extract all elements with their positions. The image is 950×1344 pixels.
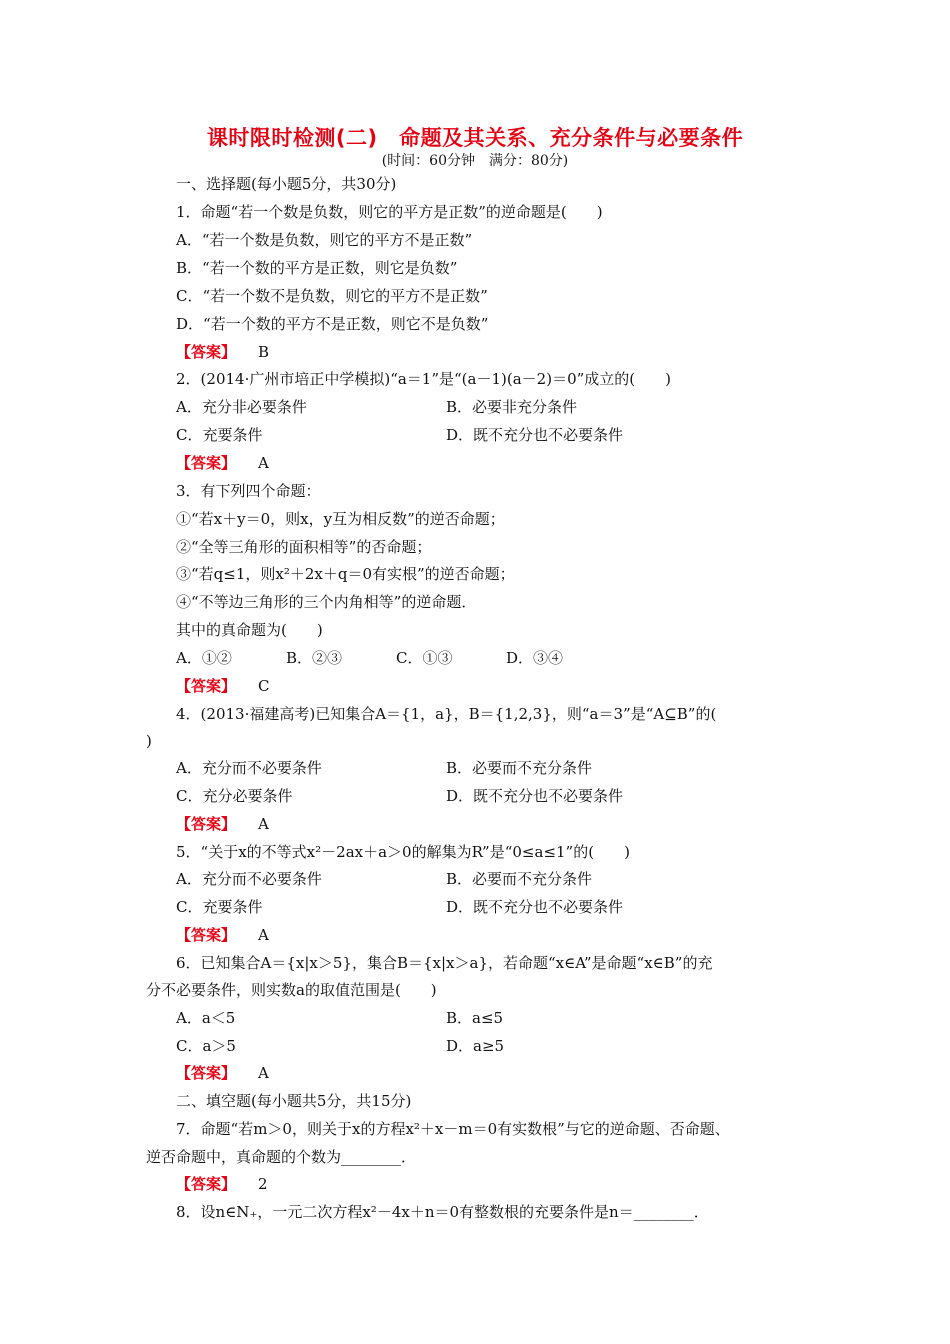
section-heading-choice: 一、选择题(每小题5分，共30分) [176, 175, 397, 193]
question-4-option-a: A．充分而不必要条件 [176, 759, 322, 777]
question-7-stem: 7．命题“若m＞0，则关于x的方程x²＋x－m＝0有实数根”与它的逆命题、否命题、 [176, 1120, 730, 1138]
question-4-option-b: B．必要而不充分条件 [446, 759, 593, 777]
answer-label: 【答案】 [176, 1175, 237, 1193]
answer-label: 【答案】 [176, 454, 237, 472]
question-5-option-b: B．必要而不充分条件 [446, 870, 593, 888]
answer-value: C [258, 677, 270, 695]
question-1-option-d: D．“若一个数的平方不是正数，则它不是负数” [176, 315, 489, 333]
question-1-option-b: B．“若一个数的平方是正数，则它是负数” [176, 259, 458, 277]
question-1-option-c: C．“若一个数不是负数，则它的平方不是正数” [176, 287, 488, 305]
question-3-option-b: B．②③ [286, 649, 343, 667]
question-7-stem-cont: 逆否命题中，真命题的个数为________． [146, 1148, 417, 1166]
question-3-proposition-3: ③“若q≤1，则x²＋2x＋q＝0有实根”的逆否命题； [176, 565, 515, 583]
question-5-option-c: C．充要条件 [176, 898, 263, 916]
question-5-answer [176, 925, 269, 945]
question-6-option-d: D．a≥5 [446, 1037, 505, 1055]
question-2-option-c: C．充要条件 [176, 426, 263, 444]
question-2-option-d: D．既不充分也不必要条件 [446, 426, 624, 444]
question-7-answer [176, 1174, 268, 1194]
answer-value: A [258, 815, 269, 833]
question-6-stem-cont: 分不必要条件，则实数a的取值范围是( ) [146, 981, 437, 999]
question-3-stem: 3．有下列四个命题： [176, 482, 321, 500]
question-2-option-b: B．必要非充分条件 [446, 398, 578, 416]
question-3-ask: 其中的真命题为( ) [176, 621, 323, 639]
answer-value: 2 [258, 1175, 268, 1193]
question-4-stem: 4．(2013·福建高考)已知集合A＝{1，a}，B＝{1,2,3}，则“a＝3”是“A⊆B”的( [176, 705, 717, 723]
answer-label: 【答案】 [176, 926, 237, 944]
question-4-option-c: C．充分必要条件 [176, 787, 293, 805]
question-6-answer [176, 1063, 269, 1083]
answer-label: 【答案】 [176, 815, 237, 833]
answer-value: A [258, 926, 269, 944]
question-1-answer [176, 342, 269, 362]
question-2-answer [176, 453, 269, 473]
answer-label: 【答案】 [176, 677, 237, 695]
question-8-stem: 8．设n∈N₊，一元二次方程x²－4x＋n＝0有整数根的充要条件是n＝________． [176, 1203, 709, 1221]
answer-value: B [258, 343, 270, 361]
question-6-option-a: A．a＜5 [176, 1009, 236, 1027]
page-subtitle: (时间：60分钟 满分：80分) [381, 153, 569, 169]
answer-value: A [258, 1064, 269, 1082]
section-heading-fill: 二、填空题(每小题共5分，共15分) [176, 1092, 412, 1110]
question-2-stem: 2．(2014·广州市培正中学模拟)“a＝1”是“(a－1)(a－2)＝0”成立的( ) [176, 370, 671, 388]
question-3-proposition-4: ④“不等边三角形的三个内角相等”的逆命题． [176, 593, 477, 611]
question-3-proposition-2: ②“全等三角形的面积相等”的否命题； [176, 538, 432, 556]
question-3-answer [176, 676, 270, 696]
question-5-stem: 5．“关于x的不等式x²－2ax＋a＞0的解集为R”是“0≤a≤1”的( ) [176, 843, 630, 861]
question-4-answer [176, 814, 269, 834]
question-1-stem: 1．命题“若一个数是负数，则它的平方是正数”的逆命题是( ) [176, 203, 603, 221]
answer-label: 【答案】 [176, 343, 237, 361]
question-1-option-a: A．“若一个数是负数，则它的平方不是正数” [176, 231, 473, 249]
question-3-option-c: C．①③ [396, 649, 453, 667]
question-2-option-a: A．充分非必要条件 [176, 398, 307, 416]
question-5-option-d: D．既不充分也不必要条件 [446, 898, 624, 916]
answer-value: A [258, 454, 269, 472]
question-4-stem-cont: ) [146, 732, 152, 750]
question-5-option-a: A．充分而不必要条件 [176, 870, 322, 888]
question-3-option-d: D．③④ [506, 649, 564, 667]
question-3-option-a: A．①② [176, 649, 232, 667]
question-6-option-b: B．a≤5 [446, 1009, 504, 1027]
question-6-option-c: C．a＞5 [176, 1037, 236, 1055]
question-3-proposition-1: ①“若x＋y＝0，则x，y互为相反数”的逆否命题； [176, 510, 505, 528]
question-6-stem: 6．已知集合A＝{x|x＞5}，集合B＝{x|x＞a}，若命题“x∈A”是命题“x∈B”的充 [176, 954, 713, 972]
page-title: 课时限时检测(二) 命题及其关系、充分条件与必要条件 [206, 126, 744, 150]
answer-label: 【答案】 [176, 1064, 237, 1082]
question-4-option-d: D．既不充分也不必要条件 [446, 787, 624, 805]
